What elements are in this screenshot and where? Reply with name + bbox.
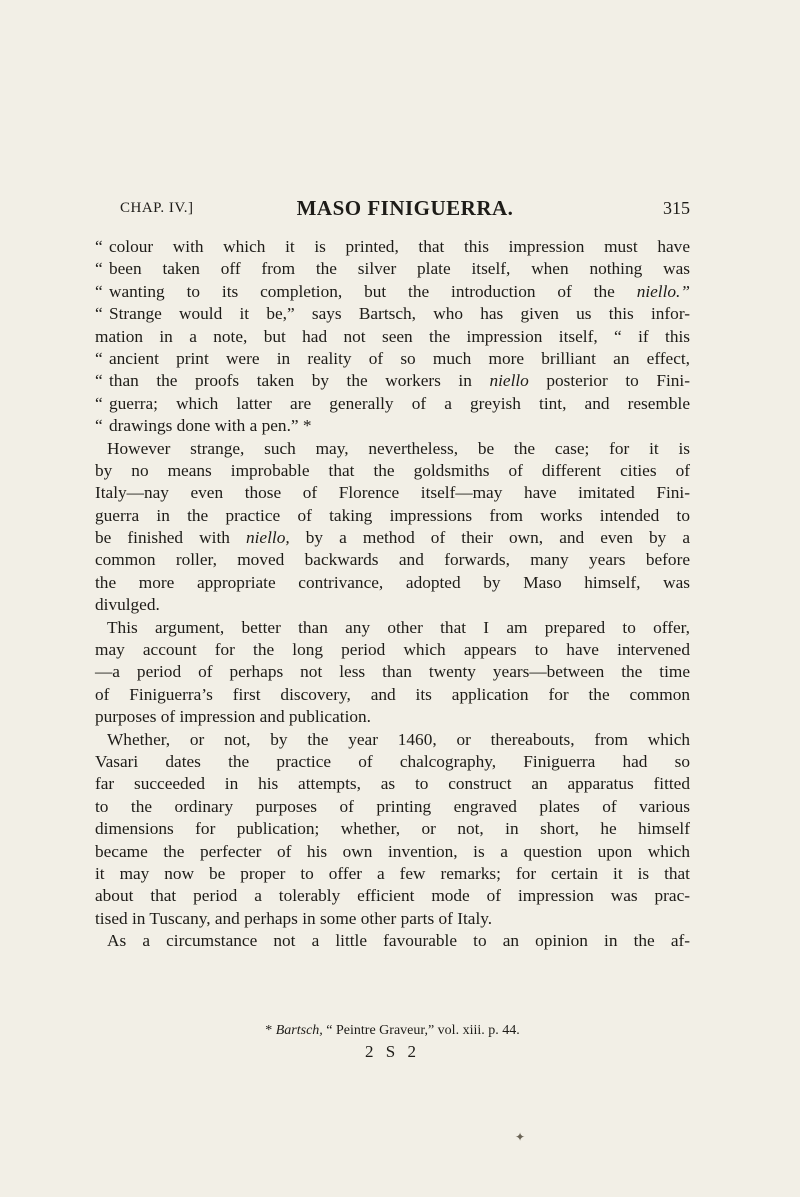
footnote-author: Bartsch, xyxy=(275,1023,323,1038)
running-title: MASO FINIGUERRA. xyxy=(296,196,514,220)
chapter-label: CHAP. IV.] xyxy=(120,200,194,216)
body-text xyxy=(95,236,690,953)
text-line xyxy=(95,796,690,818)
line-text: the more appropriate contrivance, adopted by Maso himself, was xyxy=(95,572,690,592)
line-text: tised in Tuscany, and perhaps in some other parts of Italy. xyxy=(95,908,493,928)
text-line xyxy=(95,661,690,683)
quote-mark: “ xyxy=(95,393,103,413)
text-line xyxy=(95,885,690,907)
text-line xyxy=(95,751,690,773)
text-line xyxy=(95,841,690,863)
line-text: Whether, or not, by the year 1460, or thereabouts, from which xyxy=(107,729,690,749)
line-text: than the proofs taken by the workers in xyxy=(109,371,472,391)
text-line xyxy=(95,549,690,571)
signature-mark: 2 S 2 xyxy=(365,1042,420,1061)
text-line xyxy=(95,706,690,728)
text-line xyxy=(95,258,690,280)
line-text: Vasari dates the practice of chalcography, Finiguerra had so xyxy=(95,751,690,771)
quote-mark: “ xyxy=(95,348,103,368)
quote-mark: “ xyxy=(95,237,103,256)
quote-mark: “ xyxy=(95,281,103,301)
paper-speck: ✦ xyxy=(515,1130,526,1144)
line-text: Italy—nay even those of Florence itself—may have imitated Fini- xyxy=(95,483,690,503)
line-text: been taken off from the silver plate itself, when nothing was xyxy=(109,259,690,279)
text-line xyxy=(95,639,690,661)
text-line xyxy=(95,594,690,616)
line-text-continued: by a method of their own, and even by a xyxy=(305,528,690,548)
line-text-continued: posterior to Fini- xyxy=(546,371,690,391)
running-header xyxy=(120,196,690,222)
text-line xyxy=(95,415,690,437)
line-text: wanting to its completion, but the introduction of the xyxy=(109,281,615,301)
text-line xyxy=(95,236,690,258)
quote-mark: “ xyxy=(95,304,103,324)
text-line xyxy=(95,326,690,348)
text-line xyxy=(95,482,690,504)
line-text: —a period of perhaps not less than twenty years—between the time xyxy=(95,662,690,682)
quote-mark: “ xyxy=(95,371,103,391)
line-text: guerra in the practice of taking impressions from works intended to xyxy=(95,505,690,525)
quote-mark: “ xyxy=(95,416,103,436)
text-line xyxy=(95,370,690,392)
footnote xyxy=(95,1023,690,1039)
text-line xyxy=(95,572,690,594)
line-text: of Finiguerra’s first discovery, and its application for the common xyxy=(95,684,690,704)
line-text: purposes of impression and publication. xyxy=(95,707,371,727)
line-text: mation in a note, but had not seen the impression itself, “ if this xyxy=(95,326,690,346)
italic-term: niello xyxy=(489,371,529,391)
text-line xyxy=(95,505,690,527)
line-text: may account for the long period which appears to have intervened xyxy=(95,640,690,660)
line-text: This argument, better than any other that I am prepared to offer, xyxy=(107,617,690,637)
page-number: 315 xyxy=(663,198,690,218)
italic-term: niello, xyxy=(245,528,290,548)
text-line xyxy=(95,684,690,706)
line-text: colour with which it is printed, that this impression must have xyxy=(109,237,690,256)
line-text: be finished with xyxy=(95,528,230,548)
footnote-mark: * xyxy=(265,1023,273,1038)
line-text: However strange, such may, nevertheless, be the case; for it is xyxy=(107,438,690,458)
text-line xyxy=(95,438,690,460)
text-line xyxy=(95,930,690,952)
line-text: about that period a tolerably efficient mode of impression was prac- xyxy=(95,886,690,906)
line-text: became the perfecter of his own invention, is a question upon which xyxy=(95,841,690,861)
line-text: it may now be proper to offer a few remarks; for certain it is that xyxy=(95,863,690,883)
line-text: Strange would it be,” says Bartsch, who has given us this infor- xyxy=(109,304,690,324)
line-text: far succeeded in his attempts, as to construct an apparatus fitted xyxy=(95,774,690,794)
quote-mark: “ xyxy=(95,259,103,279)
line-text: guerra; which latter are generally of a greyish tint, and resemble xyxy=(109,393,690,413)
footnote-text: “ Peintre Graveur,” vol. xiii. p. 44. xyxy=(326,1023,520,1038)
line-text: common roller, moved backwards and forwards, many years before xyxy=(95,550,690,570)
line-text: As a circumstance not a little favourable to an opinion in the af- xyxy=(107,931,690,951)
line-text: to the ordinary purposes of printing engraved plates of various xyxy=(95,796,690,816)
text-line xyxy=(95,393,690,415)
text-line xyxy=(95,281,690,303)
line-text: divulged. xyxy=(95,595,160,615)
text-line xyxy=(95,303,690,325)
text-line xyxy=(95,460,690,482)
text-line xyxy=(95,617,690,639)
line-text: by no means improbable that the goldsmiths of different cities of xyxy=(95,460,690,480)
text-line xyxy=(95,348,690,370)
text-line xyxy=(95,729,690,751)
line-text: drawings done with a pen.” * xyxy=(109,416,312,436)
line-text: dimensions for publication; whether, or not, in short, he himself xyxy=(95,819,690,839)
text-line xyxy=(95,908,690,930)
text-line xyxy=(95,818,690,840)
text-line xyxy=(95,863,690,885)
text-line xyxy=(95,527,690,549)
line-text: ancient print were in reality of so much more brilliant an effect, xyxy=(109,348,690,368)
italic-term: niello.” xyxy=(636,281,690,301)
text-line xyxy=(95,773,690,795)
